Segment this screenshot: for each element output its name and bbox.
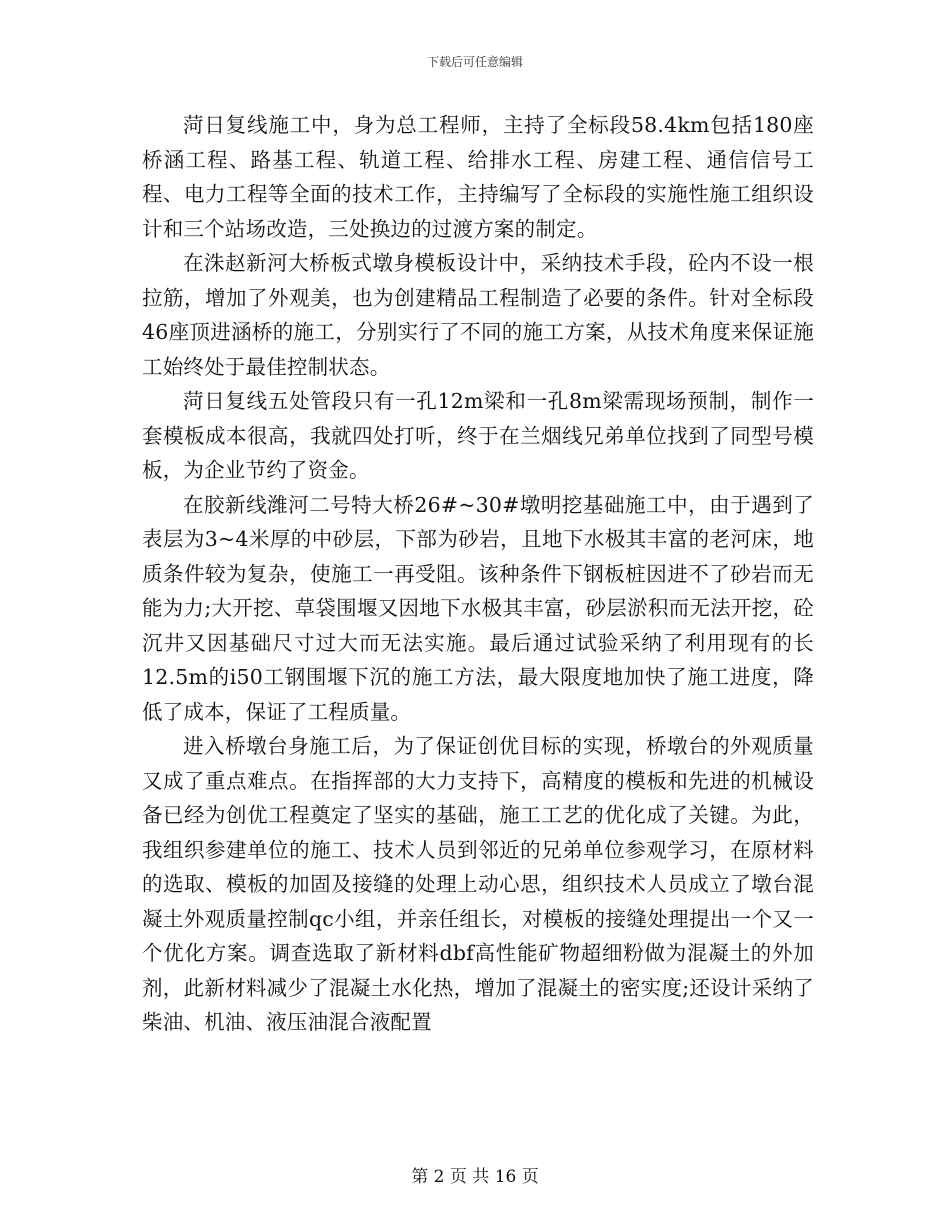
page-number-footer: 第 2 页 共 16 页 (411, 1167, 539, 1187)
paragraph-3: 菏日复线五处管段只有一孔12m梁和一孔8m梁需现场预制，制作一套模板成本很高，我就四处打听，终于在兰烟线兄弟单位找到了同型号模板，为企业节约了资金。 (142, 389, 814, 482)
paragraph-2: 在洙赵新河大桥板式墩身模板设计中，采纳技术手段，砼内不设一根拉筋，增加了外观美，也为创建精品工程制造了必要的条件。针对全标段46座顶进涵桥的施工，分别实行了不同的施工方案，从技术角度来保证施工始终处于最佳控制状态。 (142, 251, 814, 379)
paragraph-4: 在胶新线潍河二号特大桥26#~30#墩明挖基础施工中，由于遇到了表层为3~4米厚的中砂层，下部为砂岩，且地下水极其丰富的老河床，地质条件较为复杂，使施工一再受阻。该种条件下钢板桩因进不了砂岩而无能为力;大开挖、草袋围堰又因地下水极其丰富，砂层淤积而无法开挖，砼沉井又因基础尺寸过大而无法实施。最后通过试验采纳了利用现有的长12.5m的i50工钢围堰下沉的施工方法，最大限度地加快了施工进度，降低了成本，保证了工程质量。 (142, 492, 814, 724)
document-body (142, 108, 814, 1040)
page-header: 下载后可任意编辑 (426, 55, 523, 69)
paragraph-5: 进入桥墩台身施工后，为了保证创优目标的实现，桥墩台的外观质量又成了重点难点。在指挥部的大力支持下，高精度的模板和先进的机械设备已经为创优工程奠定了坚实的基础，施工工艺的优化成了关键。为此，我组织参建单位的施工、技术人员到邻近的兄弟单位参观学习，在原材料的选取、模板的加固及接缝的处理上动心思，组织技术人员成立了墩台混凝土外观质量控制qc小组，并亲任组长，对模板的接缝处理提出一个又一个优化方案。调查选取了新材料dbf高性能矿物超细粉做为混凝土的外加剂，此新材料减少了混凝土水化热，增加了混凝土的密实度;还设计采纳了柴油、机油、液压油混合液配置 (142, 734, 814, 1034)
paragraph-1: 菏日复线施工中，身为总工程师，主持了全标段58.4km包括180座桥涵工程、路基工程、轨道工程、给排水工程、房建工程、通信信号工程、电力工程等全面的技术工作，主持编写了全标段的实施性施工组织设计和三个站场改造，三处换边的过渡方案的制定。 (142, 113, 814, 241)
